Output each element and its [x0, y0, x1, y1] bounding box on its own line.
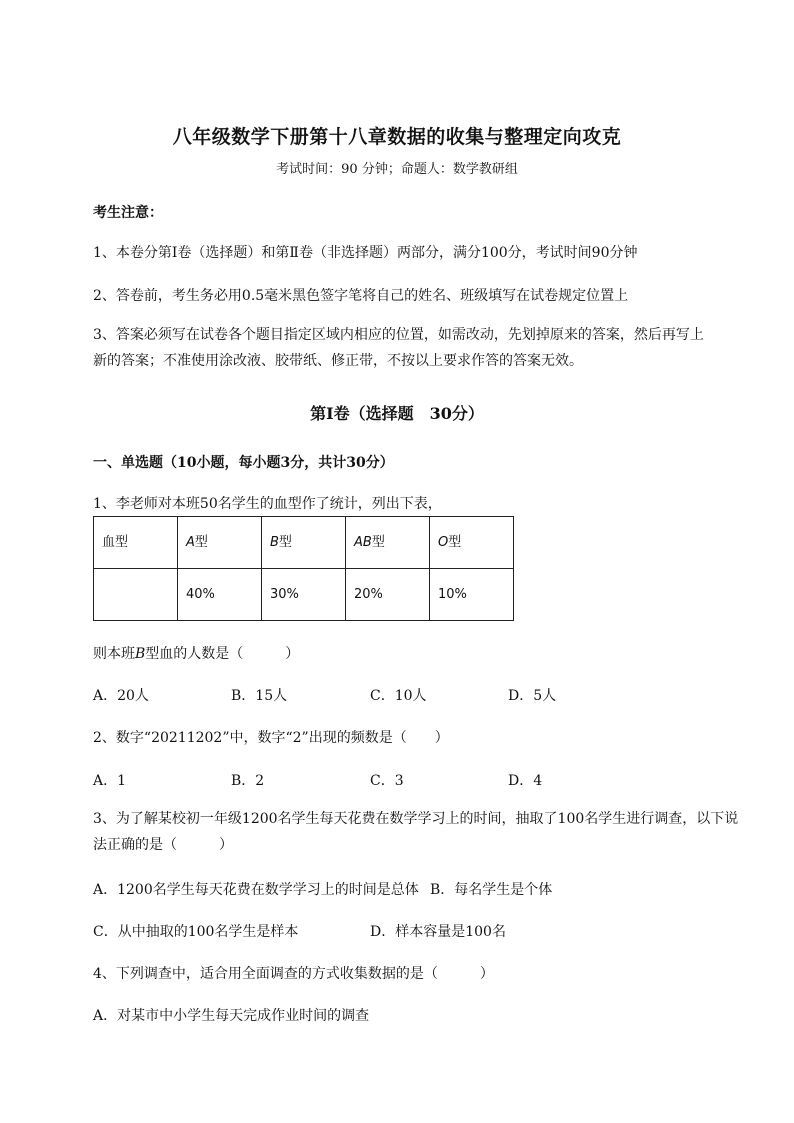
- table-cell: [94, 569, 178, 621]
- q3-option-c: C．从中抽取的100名学生是样本: [93, 924, 299, 940]
- exam-info: 考试时间：90 分钟；命题人：数学教研组: [276, 162, 518, 177]
- blood-type-table: [93, 516, 514, 621]
- table-header-cell: A型: [178, 517, 262, 569]
- q1-option-b: B．15人: [231, 688, 288, 704]
- q2-option-b: B．2: [231, 773, 265, 789]
- q1-option-a: A．20人: [93, 688, 149, 704]
- table-header-cell: AB型: [346, 517, 430, 569]
- q2-option-a: A．1: [93, 773, 127, 789]
- question-3-stem: 3、为了解某校初一年级1200名学生每天花费在数学学习上的时间，抽取了100名学生进行调查，以下说法正确的是（ ）: [93, 811, 739, 853]
- table-row: [94, 517, 514, 569]
- question-2-stem: 2、数字“20211202”中，数字“2”出现的频数是（ ）: [93, 730, 449, 746]
- q2-option-c: C．3: [370, 773, 404, 789]
- page-title: 八年级数学下册第十八章数据的收集与整理定向攻克: [172, 126, 622, 148]
- part-heading: 一、单选题（10小题，每小题3分，共计30分）: [93, 455, 394, 471]
- q2-option-d: D．4: [508, 773, 543, 789]
- table-cell: 40%: [178, 569, 262, 621]
- table-row: [94, 569, 514, 621]
- question-1-followup: 则本班B型血的人数是（ ）: [93, 646, 300, 662]
- q3-option-a: A．1200名学生每天花费在数学学习上的时间是总体: [93, 882, 419, 898]
- question-1-stem: 1、李老师对本班50名学生的血型作了统计，列出下表，: [93, 496, 442, 512]
- notice-item-2: 2、答卷前，考生务必用0.5毫米黑色签字笔将自己的姓名、班级填写在试卷规定位置上: [93, 288, 629, 304]
- q1-option-c: C．10人: [370, 688, 427, 704]
- q4-option-a: A．对某市中小学生每天完成作业时间的调查: [93, 1008, 370, 1024]
- table-header-cell: 血型: [94, 517, 178, 569]
- table-cell: 10%: [430, 569, 514, 621]
- notice-item-1: 1、本卷分第I卷（选择题）和第Ⅱ卷（非选择题）两部分，满分100分，考试时间90分钟: [93, 245, 638, 261]
- table-header-cell: O型: [430, 517, 514, 569]
- section-title: 第I卷（选择题 30分）: [310, 404, 484, 423]
- q1-option-d: D．5人: [508, 688, 557, 704]
- notice-item-3: 3、答案必须写在试卷各个题目指定区域内相应的位置，如需改动，先划掉原来的答案，然后再写上新的答案；不准使用涂改液、胶带纸、修正带，不按以上要求作答的答案无效。: [93, 327, 704, 369]
- notice-heading: 考生注意：: [93, 205, 163, 221]
- question-4-stem: 4、下列调查中，适合用全面调查的方式收集数据的是（ ）: [93, 966, 494, 982]
- table-cell: 20%: [346, 569, 430, 621]
- table-header-cell: B型: [262, 517, 346, 569]
- q3-option-b: B．每名学生是个体: [430, 882, 553, 898]
- table-cell: 30%: [262, 569, 346, 621]
- q3-option-d: D．样本容量是100名: [370, 924, 506, 940]
